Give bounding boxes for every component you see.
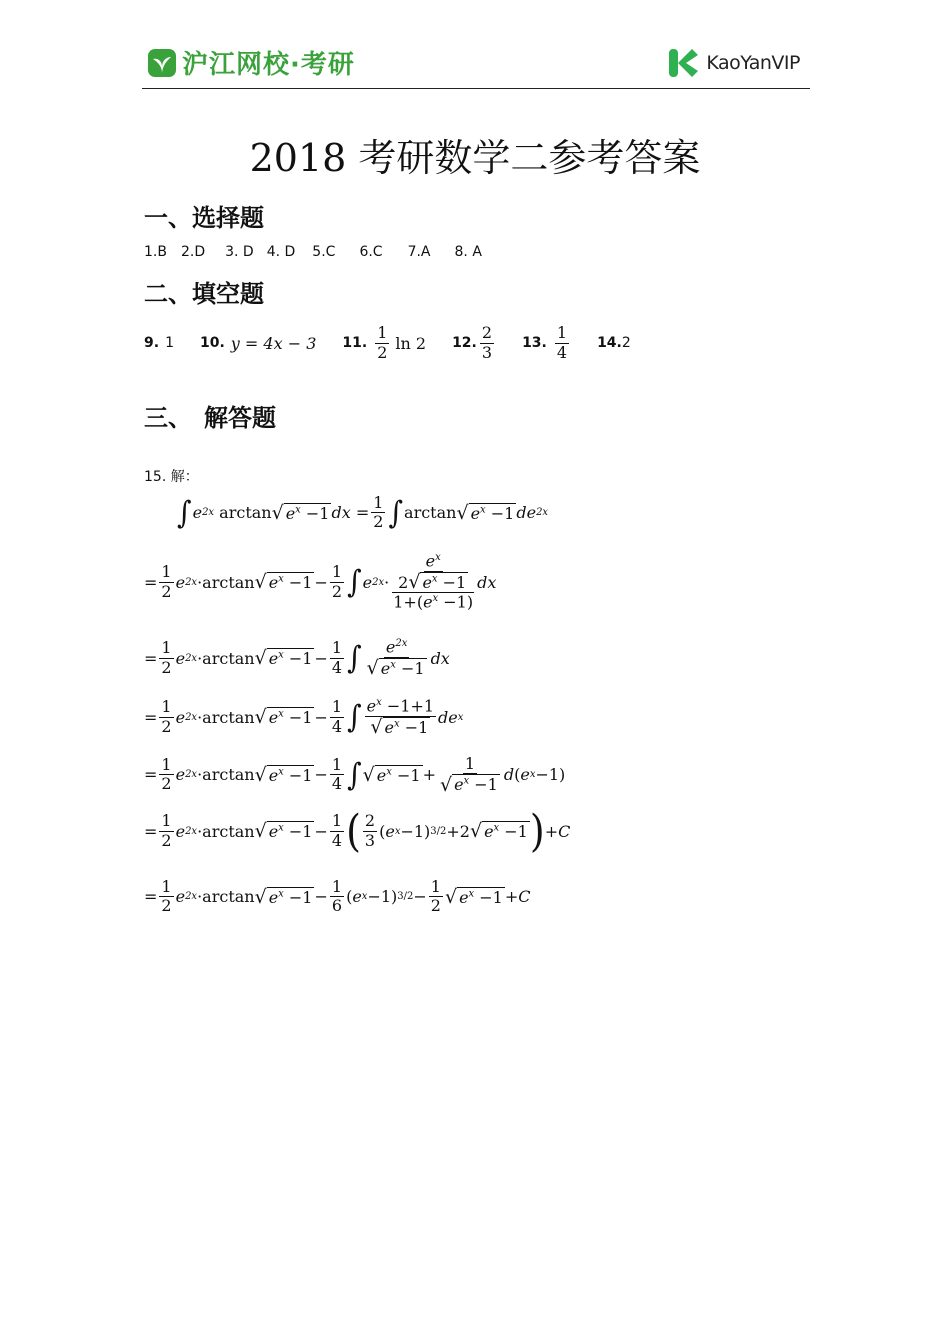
leaf-logo-icon <box>146 47 178 79</box>
fill-num: 13. <box>522 335 547 351</box>
fill-num: 14. <box>597 335 622 351</box>
fill-item-9 <box>144 335 174 351</box>
fraction <box>375 324 389 362</box>
formula-line: ∫ e 2x arctan √ $e^x -1$ dx = $\frac{1}{2}$ ∫ arctan √ $e^x -1$ de 2x <box>177 493 549 532</box>
fill-heading: 二、填空题 <box>144 279 264 308</box>
fill-answers <box>144 318 657 368</box>
kaoyanvip-text: KaoYanVIP <box>706 52 800 74</box>
formula-line: = $\frac{1}{2}$ e 2x ·arctan √ $e^x -1$ − $\frac{1}{4}$ ( $\frac{2}{3}$ ( e x −1) 3/2 +2 √ $e^x -1$ ) + C <box>144 805 571 857</box>
choice-heading: 一、选择题 <box>144 203 264 232</box>
formula-line: = $\frac{1}{2}$ e 2x ·arctan √ $e^x -1$ − $\frac{1}{4}$ ∫ $e^{2x}$ √ $e^x -1$ dx <box>144 637 450 679</box>
choice-answer: 5.C <box>312 244 336 260</box>
numerator: 1 <box>377 323 388 343</box>
choice-answers <box>144 244 494 260</box>
choice-answer: 3. D <box>225 244 254 260</box>
fraction <box>555 324 569 362</box>
fill-answer-tail: ln 2 <box>395 333 427 353</box>
choice-answer: 1.B <box>144 244 167 260</box>
fill-answer: y = 4x − 3 <box>230 333 317 353</box>
choice-answer: 2.D <box>180 244 206 260</box>
denominator: 3 <box>481 342 493 362</box>
fill-item-13 <box>522 324 571 362</box>
fill-item-11 <box>342 324 426 362</box>
formula-line: = $\frac{1}{2}$ e 2x ·arctan √ $e^x -1$ − $\frac{1}{4}$ ∫ √ $e^x -1$ + 1 √ $e^x -1$ d ( e x −1) <box>144 754 566 796</box>
page-title: 2018 考研数学二参考答案 <box>249 136 701 180</box>
fill-item-14 <box>597 335 631 351</box>
fill-num: 11. <box>342 335 368 351</box>
formula-line: = $\frac{1}{2}$ e 2x ·arctan √ $e^x -1$ − $\frac{1}{4}$ ∫ $e^x -1+1$ √ $e^x -1$ de x <box>144 696 464 738</box>
fill-item-12 <box>452 324 496 362</box>
choice-answer: 6.C <box>359 244 383 260</box>
hujiang-brand-text: 沪江网校·考研 <box>182 50 355 80</box>
fraction <box>480 324 494 362</box>
fill-answer: 1 <box>165 335 174 351</box>
choice-answer: 7.A <box>407 244 431 260</box>
formula-line: = $\frac{1}{2}$ e 2x ·arctan √ $e^x -1$ − $\frac{1}{6}$ ( e x −1) 3/2 − $\frac{1}{2}$ √ $e^x -1$ + C <box>144 877 531 916</box>
fill-answer: 2 <box>621 335 631 351</box>
choice-answer: 8. A <box>454 244 482 260</box>
fill-num: 12. <box>452 335 477 351</box>
fill-item-10 <box>200 334 316 353</box>
page-header <box>142 38 810 89</box>
fill-num: 9. <box>144 335 160 351</box>
choice-answer: 4. D <box>266 244 296 260</box>
kaoyanvip-brand <box>666 46 800 80</box>
problem-15-label: 15. 解： <box>144 469 199 485</box>
fill-num: 10. <box>199 335 225 351</box>
numerator: 2 <box>481 323 493 343</box>
denominator: 4 <box>556 342 568 362</box>
numerator: 1 <box>556 323 568 343</box>
solve-heading: 三、 解答题 <box>144 403 276 432</box>
k-logo-icon <box>666 46 700 80</box>
hujiang-brand <box>146 44 355 81</box>
formula-line: = $\frac{1}{2}$ e 2x ·arctan √ $e^x -1$ − $\frac{1}{2}$ ∫ e 2x · $e^x$ 2 √ $e^x -1$ $1+(e^x -1)$ dx <box>144 551 497 612</box>
denominator: 2 <box>377 342 388 362</box>
